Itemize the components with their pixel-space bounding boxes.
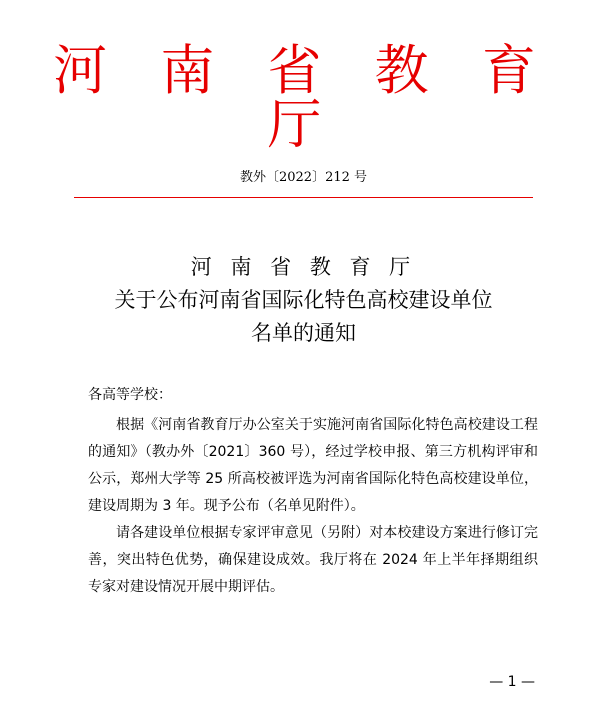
title-line-1: 河 南 省 教 育 厅	[190, 255, 417, 279]
issuing-authority-header: 河 南 省 教 育 厅	[53, 39, 554, 156]
document-title	[0, 251, 607, 350]
title-line-3: 名单的通知	[251, 321, 356, 345]
body-paragraph-2: 请各建设单位根据专家评审意见（另附）对本校建设方案进行修订完善，突出特色优势，确保建设成效。我厅将在 2024 年上半年择期组织专家对建设情况开展中期评估。	[88, 525, 538, 595]
salutation: 各高等学校：	[88, 387, 172, 403]
body-paragraph-1: 根据《河南省教育厅办公室关于实施河南省国际化特色高校建设工程的通知》（教办外〔2021〕360 号），经过学校申报、第三方机构评审和公示，郑州大学等 25 所高校被评选为河南省国际化特色高校建设单位，建设周期为 3 年。现予公布（名单见附件）。	[88, 417, 538, 514]
page-number: — 1 —	[489, 674, 535, 690]
document-number: 教外〔2022〕212 号	[239, 170, 368, 185]
red-divider-line	[74, 197, 533, 198]
document-body	[88, 412, 538, 601]
title-line-2: 关于公布河南省国际化特色高校建设单位	[114, 288, 493, 312]
